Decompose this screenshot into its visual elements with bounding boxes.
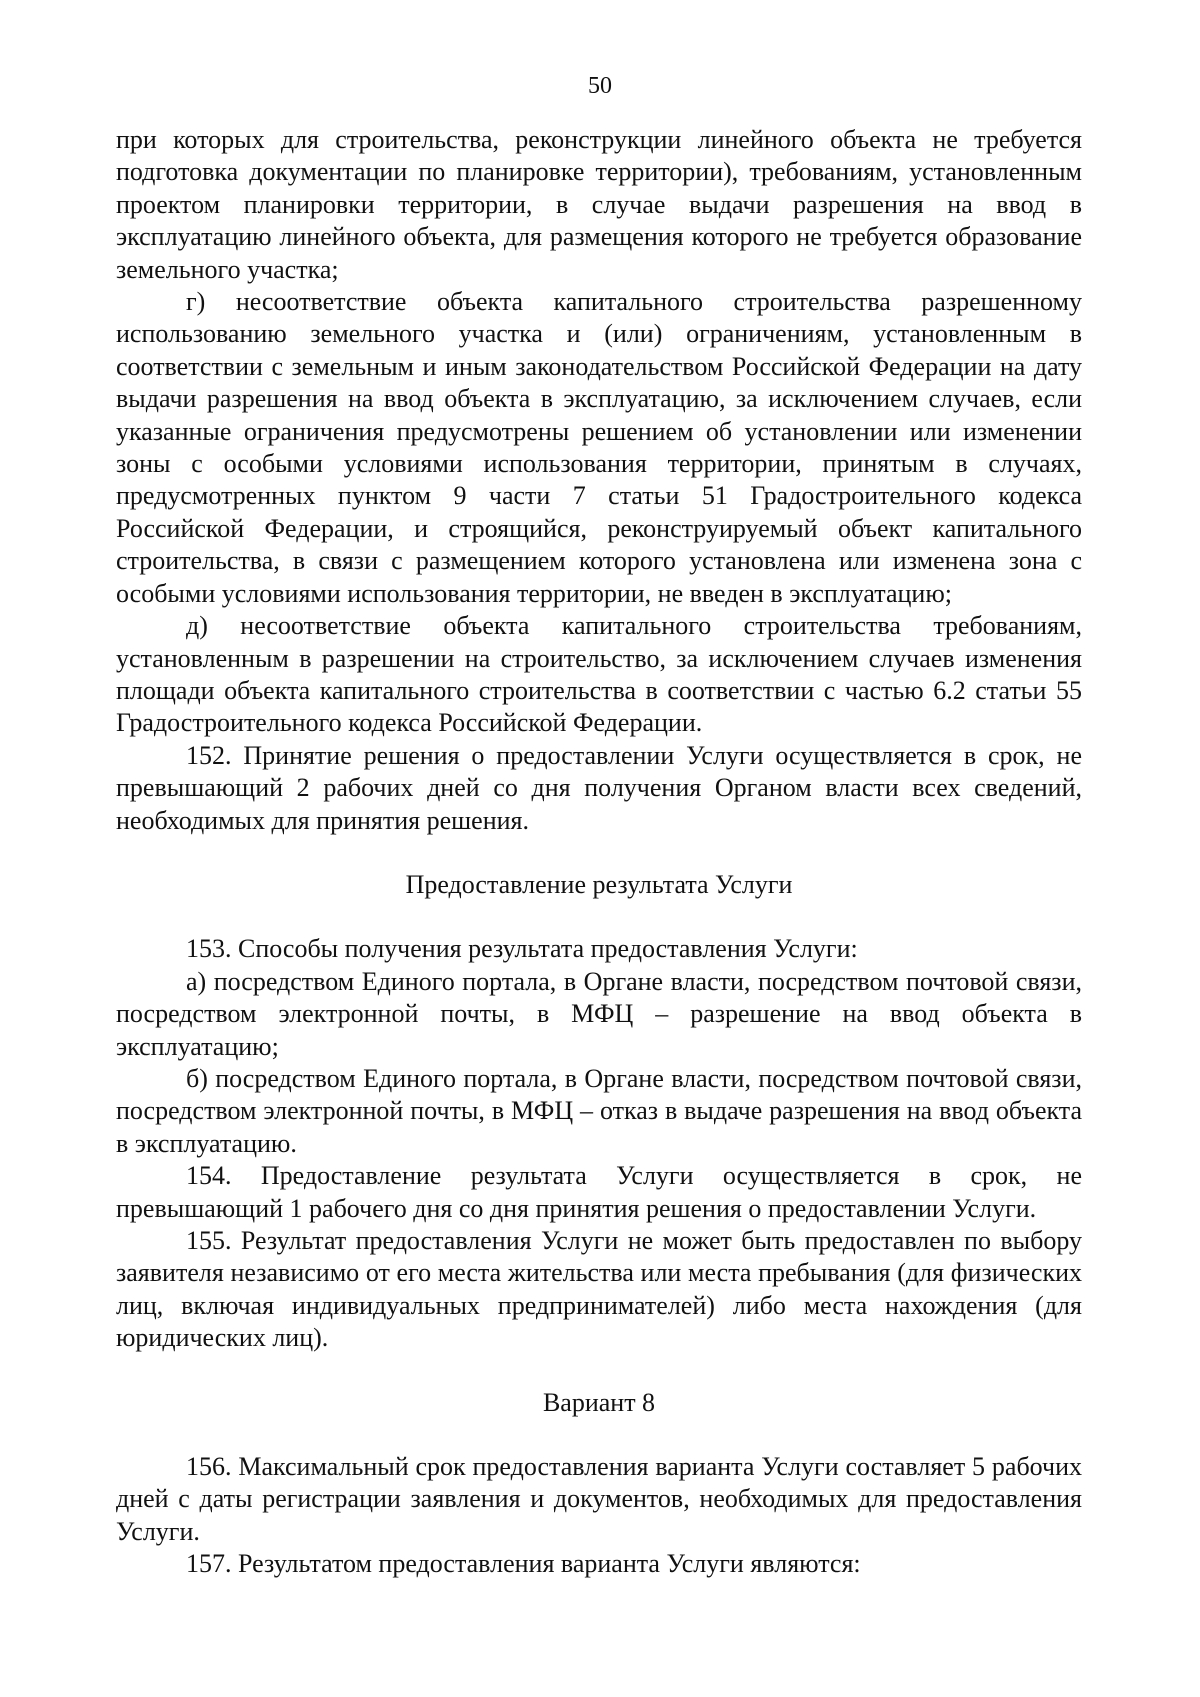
- paragraph-item-b: б) посредством Единого портала, в Органе власти, посредством почтовой связи, посредством электронной почты, в МФЦ – отказ в выдаче разрешения на ввод объекта в эксплуатацию.: [116, 1063, 1082, 1158]
- paragraph-156: 156. Максимальный срок предоставления варианта Услуги составляет 5 рабочих дней с даты регистрации заявления и документов, необходимых для предоставления Услуги.: [116, 1452, 1082, 1546]
- paragraph-item-a: а) посредством Единого портала, в Органе власти, посредством почтовой связи, посредством электронной почты, в МФЦ – разрешение на ввод объекта в эксплуатацию;: [116, 966, 1082, 1061]
- paragraph-153: 153. Способы получения результата предоставления Услуги:: [186, 934, 858, 964]
- page-number: 50: [588, 73, 612, 99]
- section-heading-result: Предоставление результата Услуги: [405, 869, 793, 899]
- section-heading-variant-8: Вариант 8: [542, 1387, 656, 1417]
- paragraph-152: 152. Принятие решения о предоставлении Услуги осуществляется в срок, не превышающий 2 рабочих дней со дня получения Органом власти всех сведений, необходимых для принятия решения.: [116, 740, 1082, 835]
- document-body: [116, 124, 1082, 1581]
- paragraph-item-g: г) несоответствие объекта капитального строительства разрешенному использованию земельного участка и (или) ограничениям, установленным в соответствии с земельным и иным законодательством Российской Федерации на дату выдачи разрешения на ввод объекта в эксплуатацию, за исключением случаев, если указанные ограничения предусмотрены решением об установлении или изменении зоны с особыми условиями использования территории, принятым в случаях, предусмотренных пунктом 9 части 7 статьи 51 Градостроительного кодекса Российской Федерации, и строящийся, реконструируемый объект капитального строительства, в связи с размещением которого установлена или изменена зона с особыми условиями использования территории, не введен в эксплуатацию;: [116, 287, 1082, 608]
- paragraph-157: 157. Результатом предоставления варианта Услуги являются:: [186, 1549, 861, 1579]
- paragraph-154: 154. Предоставление результата Услуги осуществляется в срок, не превышающий 1 рабочего дня со дня принятия решения о предоставлении Услуги.: [116, 1161, 1082, 1223]
- paragraph-item-d: д) несоответствие объекта капитального строительства требованиям, установленным в разрешении на строительство, за исключением случаев изменения площади объекта капитального строительства в соответствии с частью 6.2 статьи 55 Градостроительного кодекса Российской Федерации.: [116, 611, 1082, 738]
- paragraph-155: 155. Результат предоставления Услуги не может быть предоставлен по выбору заявителя независимо от его места жительства или места пребывания (для физических лиц, включая индивидуальных предпринимателей) либо места нахождения (для юридических лиц).: [116, 1226, 1082, 1353]
- paragraph-continuation: при которых для строительства, реконструкции линейного объекта не требуется подготовка документации по планировке территории), требованиям, установленным проектом планировки территории, в случае выдачи разрешения на ввод в эксплуатацию линейного объекта, для размещения которого не требуется образование земельного участка;: [116, 125, 1082, 284]
